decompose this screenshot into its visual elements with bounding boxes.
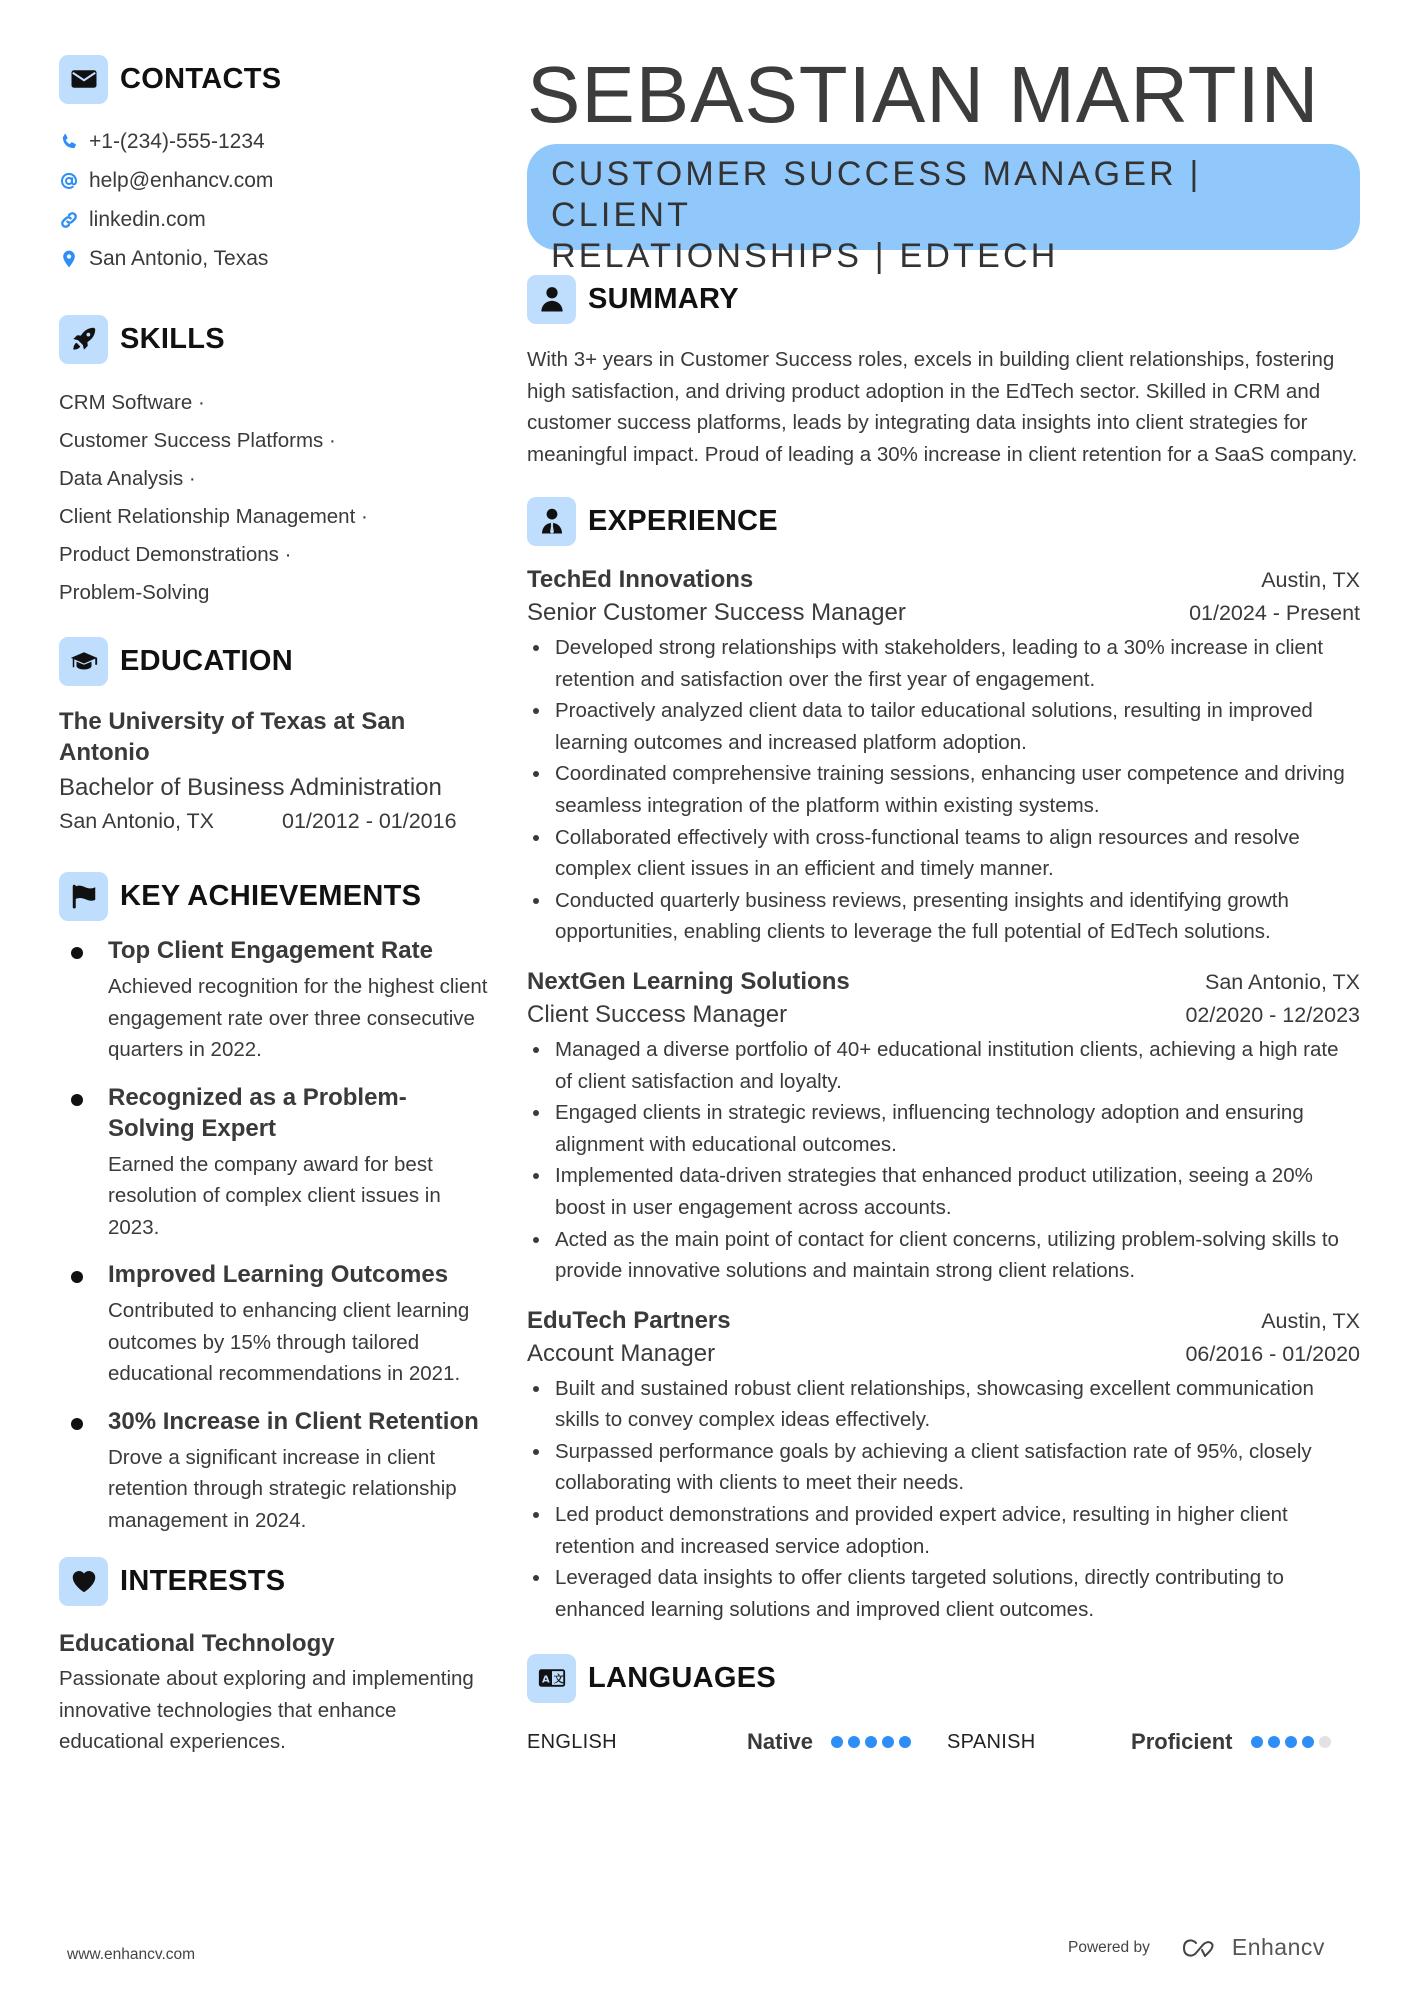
achievement-title: Top Client Engagement Rate: [108, 937, 433, 964]
education-location: San Antonio, TX: [59, 809, 214, 833]
skill-item: CRM Software ·: [59, 391, 205, 414]
powered-by-label: Powered by: [1068, 1938, 1150, 1956]
company-name: EduTech Partners: [527, 1306, 731, 1334]
job-bullet: Collaborated effectively with cross-functional teams to align resources and resolve complex client issues in an efficient and timely manner.: [527, 822, 1360, 885]
achievement-desc: Achieved recognition for the highest client engagement rate over three consecutive quarters in 2022.: [108, 975, 488, 1061]
bullet-icon: [71, 1418, 83, 1430]
bullet-icon: [71, 1271, 83, 1283]
language-item: [527, 1729, 911, 1755]
job-dates: 06/2016 - 01/2020: [1185, 1341, 1360, 1366]
section-header: [527, 1653, 1360, 1703]
achievement-title: Improved Learning Outcomes: [108, 1261, 449, 1288]
section-header: [527, 496, 1360, 546]
enhancv-logo-icon: [1176, 1935, 1224, 1961]
school-name: The University of Texas at San Antonio: [59, 708, 406, 766]
section-title: SUMMARY: [588, 282, 739, 315]
section-header: [59, 1556, 489, 1606]
section-title: LANGUAGES: [588, 1661, 776, 1694]
job-dates: 02/2020 - 12/2023: [1185, 1002, 1360, 1027]
summary-text: With 3+ years in Customer Success roles, excels in building client relationships, fostering high satisfaction, and driving product adoption in the EdTech sector. Skilled in CRM and customer success platforms, leads by integrating data insights into client strategies for meaningful impact. Proud of leading a 30% increase in client retention for a SaaS company.: [527, 348, 1358, 466]
job-location: Austin, TX: [1261, 568, 1360, 592]
section-title: INTERESTS: [120, 1564, 286, 1597]
job-bullet: Leveraged data insights to offer clients targeted solutions, directly contributing to enhanced learning solutions and improved client outcomes.: [527, 1562, 1360, 1625]
job-bullet: Developed strong relationships with stakeholders, leading to a 30% increase in client retention and satisfaction over the first year of engagement.: [527, 632, 1360, 695]
section-header: [59, 54, 489, 104]
graduation-cap-icon: [59, 637, 108, 686]
job-title-banner: [527, 144, 1360, 275]
job-bullet: Acted as the main point of contact for client concerns, utilizing problem-solving skills to provide innovative solutions and maintain strong client relations.: [527, 1224, 1360, 1287]
job-role: Account Manager: [527, 1339, 716, 1367]
company-name: TechEd Innovations: [527, 566, 754, 593]
job-entry: [527, 564, 1360, 948]
contact-location-text: San Antonio, Texas: [89, 246, 269, 270]
achievement-item: [59, 1406, 489, 1537]
job-bullet: Built and sustained robust client relationships, showcasing excellent communication skills to convey complex ideas effectively.: [527, 1373, 1360, 1436]
phone-icon: [59, 132, 89, 152]
section-header: [59, 314, 489, 364]
contact-phone[interactable]: [59, 122, 489, 161]
language-name: ENGLISH: [527, 1730, 617, 1753]
heart-icon: [59, 1557, 108, 1606]
job-bullet: Conducted quarterly business reviews, presenting insights and identifying growth opportunities, enabling clients to leverage the full potential of EdTech solutions.: [527, 885, 1360, 948]
language-name: SPANISH: [947, 1730, 1036, 1753]
job-title-line: RELATIONSHIPS | EDTECH: [551, 237, 1059, 275]
location-pin-icon: [59, 249, 89, 269]
contact-email-text: help@enhancv.com: [89, 168, 274, 192]
section-header: [59, 871, 489, 921]
envelope-icon: [59, 55, 108, 104]
section-title: KEY ACHIEVEMENTS: [120, 879, 422, 912]
rocket-icon: [59, 315, 108, 364]
achievement-title: Recognized as a Problem-Solving Expert: [108, 1083, 407, 1142]
section-header: [59, 636, 489, 686]
job-entry: [527, 966, 1360, 1287]
skills-section: [59, 314, 489, 612]
job-bullet: Proactively analyzed client data to tailor educational solutions, resulting in improved learning outcomes and increased platform adoption.: [527, 695, 1360, 758]
achievement-desc: Contributed to enhancing client learning outcomes by 15% through tailored educational recommendations in 2021.: [108, 1299, 470, 1385]
language-level: Native: [747, 1729, 814, 1755]
section-title: SKILLS: [120, 322, 225, 355]
flag-icon: [59, 872, 108, 921]
skills-list: [59, 384, 489, 612]
job-role: Senior Customer Success Manager: [527, 599, 906, 626]
section-title: EXPERIENCE: [588, 504, 778, 537]
job-location: San Antonio, TX: [1205, 969, 1360, 994]
skill-item: Customer Success Platforms ·: [59, 429, 336, 452]
footer-brand[interactable]: [1068, 1934, 1325, 1961]
skill-item: Problem-Solving: [59, 581, 210, 604]
skill-item: Client Relationship Management ·: [59, 505, 368, 528]
languages-section: [527, 1653, 1360, 1757]
skill-item: Data Analysis ·: [59, 467, 196, 490]
contact-location: [59, 239, 489, 278]
job-bullets: [527, 1034, 1360, 1287]
interest-title: Educational Technology: [59, 1630, 335, 1657]
job-bullet: Managed a diverse portfolio of 40+ educational institution clients, achieving a high rate of client satisfaction and loyalty.: [527, 1034, 1360, 1097]
proficiency-dots: [831, 1736, 911, 1748]
achievement-item: [59, 1082, 489, 1244]
job-entry: [527, 1305, 1360, 1626]
summary-section: [527, 274, 1360, 470]
at-icon: [59, 171, 89, 191]
achievement-desc: Drove a significant increase in client retention through strategic relationship management in 2024.: [108, 1445, 457, 1532]
job-title-line: CUSTOMER SUCCESS MANAGER | CLIENT: [551, 155, 1202, 234]
job-bullets: [527, 632, 1360, 948]
link-icon: [59, 210, 89, 230]
svg-text:文: 文: [553, 1674, 564, 1686]
left-column: [59, 54, 489, 1758]
job-bullet: Engaged clients in strategic reviews, influencing technology adoption and ensuring alignment with educational outcomes.: [527, 1097, 1360, 1160]
bullet-icon: [71, 947, 83, 959]
achievements-section: [59, 871, 489, 1536]
achievement-item: [59, 935, 489, 1066]
svg-text:A: A: [541, 1674, 550, 1686]
languages-list: [527, 1727, 1360, 1757]
achievement-desc: Earned the company award for best resolution of complex client issues in 2023.: [108, 1152, 441, 1239]
interests-section: [59, 1556, 489, 1758]
contact-email[interactable]: [59, 161, 489, 200]
job-dates: 01/2024 - Present: [1189, 601, 1360, 625]
user-icon: [527, 275, 576, 324]
interest-desc: Passionate about exploring and implementing innovative technologies that enhance educational experiences.: [59, 1667, 474, 1753]
contact-linkedin-text: linkedin.com: [89, 207, 206, 231]
language-item: [947, 1729, 1330, 1755]
degree: Bachelor of Business Administration: [59, 774, 442, 801]
section-title: EDUCATION: [120, 644, 293, 677]
contacts-section: [59, 54, 489, 278]
job-location: Austin, TX: [1261, 1308, 1360, 1333]
experience-section: [527, 496, 1360, 1625]
section-title: CONTACTS: [120, 62, 282, 95]
contact-phone-text: +1-(234)-555-1234: [89, 129, 265, 153]
skill-item: Product Demonstrations ·: [59, 543, 292, 566]
company-name: NextGen Learning Solutions: [527, 967, 850, 995]
job-bullets: [527, 1373, 1360, 1626]
job-bullet: Coordinated comprehensive training sessions, enhancing user competence and driving seamless integration of the platform within existing systems.: [527, 758, 1360, 821]
job-bullet: Implemented data-driven strategies that enhanced product utilization, seeing a 20% boost in user engagement across accounts.: [527, 1160, 1360, 1223]
achievement-item: [59, 1259, 489, 1390]
contact-linkedin[interactable]: [59, 200, 489, 239]
proficiency-dots: [1251, 1736, 1331, 1748]
footer-website[interactable]: www.enhancv.com: [67, 1946, 196, 1963]
job-bullet: Surpassed performance goals by achieving a client satisfaction rate of 95%, closely collaborating with clients to meet their needs.: [527, 1436, 1360, 1499]
achievement-title: 30% Increase in Client Retention: [108, 1407, 479, 1435]
translate-icon: [527, 1654, 576, 1703]
education-section: [59, 636, 489, 837]
section-header: [527, 274, 1360, 324]
candidate-name: SEBASTIAN MARTIN: [527, 50, 1320, 139]
job-role: Client Success Manager: [527, 1000, 788, 1028]
education-dates: 01/2012 - 01/2016: [282, 809, 457, 833]
language-level: Proficient: [1131, 1729, 1233, 1755]
bullet-icon: [71, 1094, 83, 1106]
right-column: [527, 50, 1360, 1757]
job-bullet: Led product demonstrations and provided expert advice, resulting in higher client retention and increased service adoption.: [527, 1499, 1360, 1562]
user-tie-icon: [527, 497, 576, 546]
brand-name: Enhancv: [1231, 1934, 1325, 1960]
